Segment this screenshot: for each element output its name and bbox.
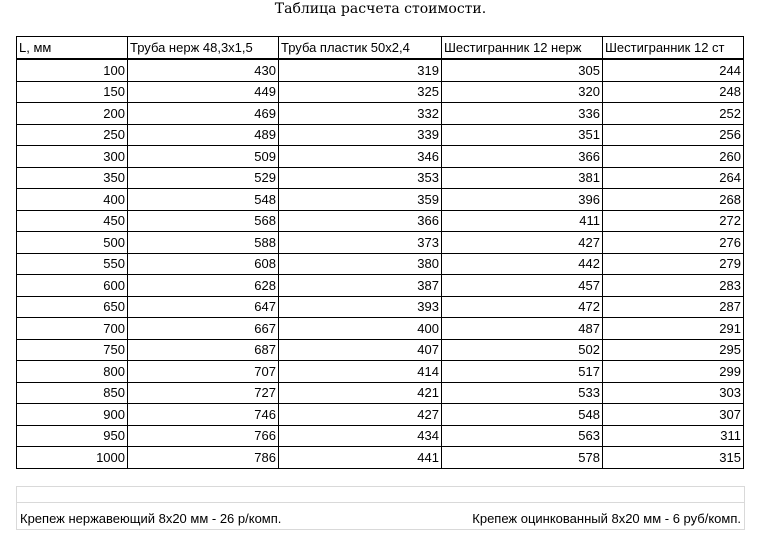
table-row	[17, 382, 744, 404]
cell-steel-pipe: 727	[128, 382, 279, 404]
cell-steel-pipe: 647	[128, 296, 279, 318]
table-row	[17, 81, 744, 103]
cell-hex-steel: 287	[603, 296, 744, 318]
cell-length: 850	[17, 382, 128, 404]
cell-hex-stainless: 320	[442, 81, 603, 103]
cell-plastic-pipe: 339	[279, 124, 442, 146]
cell-hex-steel: 256	[603, 124, 744, 146]
cell-plastic-pipe: 407	[279, 339, 442, 361]
cell-length: 500	[17, 232, 128, 254]
cell-hex-steel: 311	[603, 425, 744, 447]
cell-plastic-pipe: 380	[279, 253, 442, 275]
table-row	[17, 425, 744, 447]
cell-plastic-pipe: 400	[279, 318, 442, 340]
cell-length: 250	[17, 124, 128, 146]
price-table	[16, 36, 744, 469]
header-length: L, мм	[17, 37, 128, 60]
table-row	[17, 404, 744, 426]
header-hex-stainless: Шестигранник 12 нерж	[442, 37, 603, 60]
cell-steel-pipe: 766	[128, 425, 279, 447]
cell-plastic-pipe: 427	[279, 404, 442, 426]
cell-length: 650	[17, 296, 128, 318]
cell-plastic-pipe: 434	[279, 425, 442, 447]
cell-plastic-pipe: 325	[279, 81, 442, 103]
cell-steel-pipe: 786	[128, 447, 279, 469]
cell-steel-pipe: 568	[128, 210, 279, 232]
cell-steel-pipe: 746	[128, 404, 279, 426]
cell-length: 150	[17, 81, 128, 103]
cell-length: 600	[17, 275, 128, 297]
table-row	[17, 361, 744, 383]
fastener-galvanized-note: Крепеж оцинкованный 8х20 мм - 6 руб/комп.	[472, 511, 741, 526]
cell-hex-steel: 295	[603, 339, 744, 361]
cell-length: 900	[17, 404, 128, 426]
cell-steel-pipe: 608	[128, 253, 279, 275]
cell-steel-pipe: 449	[128, 81, 279, 103]
cell-length: 300	[17, 146, 128, 168]
header-steel-pipe: Труба нерж 48,3х1,5	[128, 37, 279, 60]
cell-hex-steel: 303	[603, 382, 744, 404]
cell-hex-stainless: 487	[442, 318, 603, 340]
cell-hex-stainless: 396	[442, 189, 603, 211]
cell-hex-steel: 252	[603, 103, 744, 125]
cell-length: 200	[17, 103, 128, 125]
cell-hex-stainless: 563	[442, 425, 603, 447]
document-title: Таблица расчета стоимости.	[274, 1, 487, 17]
cell-plastic-pipe: 346	[279, 146, 442, 168]
cell-steel-pipe: 529	[128, 167, 279, 189]
header-plastic-pipe: Труба пластик 50х2,4	[279, 37, 442, 60]
table-row	[17, 124, 744, 146]
cell-length: 1000	[17, 447, 128, 469]
cell-hex-stainless: 533	[442, 382, 603, 404]
cell-hex-stainless: 548	[442, 404, 603, 426]
cell-plastic-pipe: 366	[279, 210, 442, 232]
cell-hex-stainless: 381	[442, 167, 603, 189]
cell-hex-stainless: 427	[442, 232, 603, 254]
cell-hex-steel: 244	[603, 59, 744, 81]
table-row	[17, 253, 744, 275]
table-row	[17, 146, 744, 168]
header-hex-steel: Шестигранник 12 ст	[603, 37, 744, 60]
cell-hex-steel: 279	[603, 253, 744, 275]
cell-steel-pipe: 667	[128, 318, 279, 340]
cell-steel-pipe: 628	[128, 275, 279, 297]
table-row	[17, 296, 744, 318]
cell-plastic-pipe: 393	[279, 296, 442, 318]
cell-plastic-pipe: 373	[279, 232, 442, 254]
cell-hex-stainless: 457	[442, 275, 603, 297]
cell-hex-stainless: 472	[442, 296, 603, 318]
cell-hex-steel: 315	[603, 447, 744, 469]
cell-plastic-pipe: 414	[279, 361, 442, 383]
cell-steel-pipe: 509	[128, 146, 279, 168]
table-row	[17, 318, 744, 340]
table-header-row	[17, 37, 744, 60]
cell-steel-pipe: 707	[128, 361, 279, 383]
cell-hex-steel: 260	[603, 146, 744, 168]
cell-plastic-pipe: 353	[279, 167, 442, 189]
cell-length: 700	[17, 318, 128, 340]
cell-hex-stainless: 336	[442, 103, 603, 125]
cell-hex-stainless: 442	[442, 253, 603, 275]
cell-length: 100	[17, 59, 128, 81]
cell-steel-pipe: 469	[128, 103, 279, 125]
table-row	[17, 189, 744, 211]
cell-length: 450	[17, 210, 128, 232]
cell-plastic-pipe: 359	[279, 189, 442, 211]
cell-hex-stainless: 411	[442, 210, 603, 232]
cell-length: 550	[17, 253, 128, 275]
cell-steel-pipe: 489	[128, 124, 279, 146]
cell-plastic-pipe: 441	[279, 447, 442, 469]
cell-hex-steel: 272	[603, 210, 744, 232]
fastener-stainless-note: Крепеж нержавеющий 8х20 мм - 26 р/комп.	[20, 511, 282, 526]
cell-steel-pipe: 548	[128, 189, 279, 211]
cell-hex-steel: 299	[603, 361, 744, 383]
cell-steel-pipe: 430	[128, 59, 279, 81]
cell-hex-steel: 276	[603, 232, 744, 254]
table-row	[17, 167, 744, 189]
table-row	[17, 103, 744, 125]
cell-plastic-pipe: 421	[279, 382, 442, 404]
cell-length: 400	[17, 189, 128, 211]
table-row	[17, 210, 744, 232]
table-row	[17, 275, 744, 297]
cell-hex-stainless: 517	[442, 361, 603, 383]
spreadsheet-gridline	[17, 502, 744, 503]
cell-length: 750	[17, 339, 128, 361]
table-body	[17, 59, 744, 468]
cell-steel-pipe: 687	[128, 339, 279, 361]
table-row	[17, 59, 744, 81]
cell-length: 350	[17, 167, 128, 189]
cell-hex-steel: 264	[603, 167, 744, 189]
cell-steel-pipe: 588	[128, 232, 279, 254]
table-row	[17, 447, 744, 469]
cell-plastic-pipe: 387	[279, 275, 442, 297]
cell-hex-steel: 248	[603, 81, 744, 103]
cell-hex-stainless: 366	[442, 146, 603, 168]
footer-notes	[16, 486, 745, 530]
cell-length: 950	[17, 425, 128, 447]
cell-hex-stainless: 502	[442, 339, 603, 361]
cell-hex-stainless: 305	[442, 59, 603, 81]
table-row	[17, 339, 744, 361]
table-row	[17, 232, 744, 254]
cell-plastic-pipe: 319	[279, 59, 442, 81]
cell-hex-stainless: 578	[442, 447, 603, 469]
cell-hex-steel: 283	[603, 275, 744, 297]
cell-plastic-pipe: 332	[279, 103, 442, 125]
cell-hex-steel: 291	[603, 318, 744, 340]
cell-hex-stainless: 351	[442, 124, 603, 146]
cell-hex-steel: 307	[603, 404, 744, 426]
cell-hex-steel: 268	[603, 189, 744, 211]
cell-length: 800	[17, 361, 128, 383]
